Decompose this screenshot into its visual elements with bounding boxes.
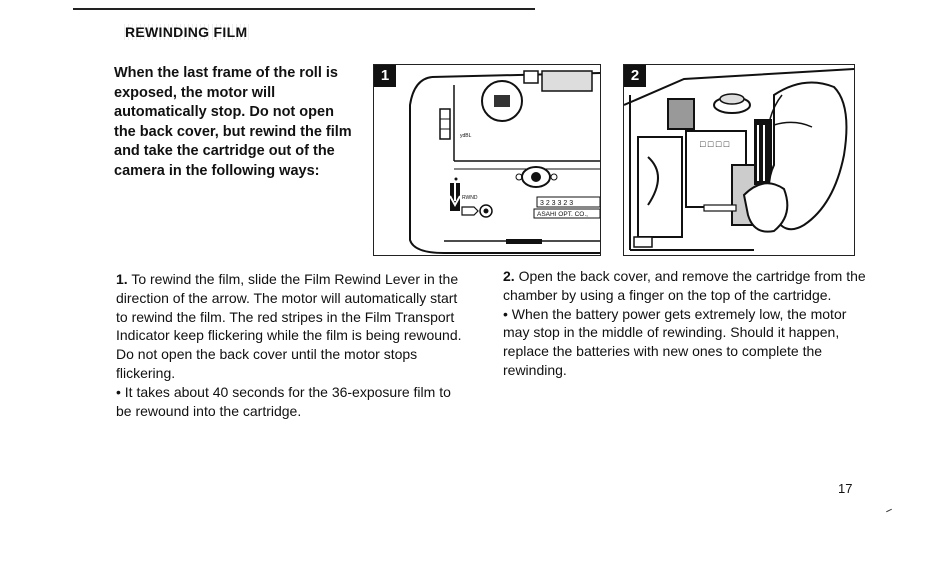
step-2-paragraph [503, 267, 873, 305]
step-2-bullet-text: When the battery power gets extremely low, the motor may stop in the middle of rewinding. Should it happen, replace the batteries with new ones to complete the rewinding. [503, 305, 847, 378]
tiny-label: ydBL [460, 133, 472, 139]
svg-text:□ □ □ □: □ □ □ □ [700, 139, 730, 149]
intro-paragraph: When the last frame of the roll is exposed, the motor will automatically stop. Do not open the back cover, but rewind the film and take the cartridge out of the camera in the following ways: [114, 65, 352, 179]
step-1-column [116, 270, 466, 420]
margin-mark [886, 509, 892, 512]
rewind-small-label: RWND [462, 195, 478, 201]
figure-2-badge: 2 [624, 65, 646, 87]
serial-counter: 3 2 3 3 2 3 [540, 200, 574, 207]
figure-1-camera-rewind-lever [373, 64, 601, 256]
step-1-number: 1. [116, 271, 128, 287]
figure-2-remove-cartridge [623, 64, 855, 256]
step-1-text: To rewind the film, slide the Film Rewind Lever in the direction of the arrow. The motor will automatically start to rewind the film. The red stripes in the Film Transport Indicator keep flickering while the film is being rewound. Do not open the back cover until the motor stops flickering. [116, 271, 462, 381]
step-2-number: 2. [503, 268, 515, 284]
step-1-paragraph [116, 270, 466, 383]
open-back-illustration [624, 65, 854, 255]
section-title: REWINDING FILM [121, 24, 251, 40]
step-2-bullet: • When the battery power gets extremely low, the motor may stop in the middle of rewinding. Should it happen, replace the batteries with new ones to complete the rewinding. [503, 305, 847, 378]
step-2-text: Open the back cover, and remove the cartridge from the chamber by using a finger on the top of the cartridge. [503, 268, 866, 303]
top-rule [73, 8, 535, 10]
camera-back-illustration [374, 65, 600, 255]
step-1-bullet-text: It takes about 40 seconds for the 36-exposure film to be rewound into the cartridge. [116, 383, 451, 419]
maker-label: ASAHI OPT. CO., [537, 211, 588, 218]
figure-1-badge: 1 [374, 65, 396, 87]
step-2-column [503, 267, 873, 380]
step-1-bullet: • It takes about 40 seconds for the 36-exposure film to be rewound into the cartridge. [116, 383, 451, 419]
page-number: 17 [838, 481, 853, 496]
